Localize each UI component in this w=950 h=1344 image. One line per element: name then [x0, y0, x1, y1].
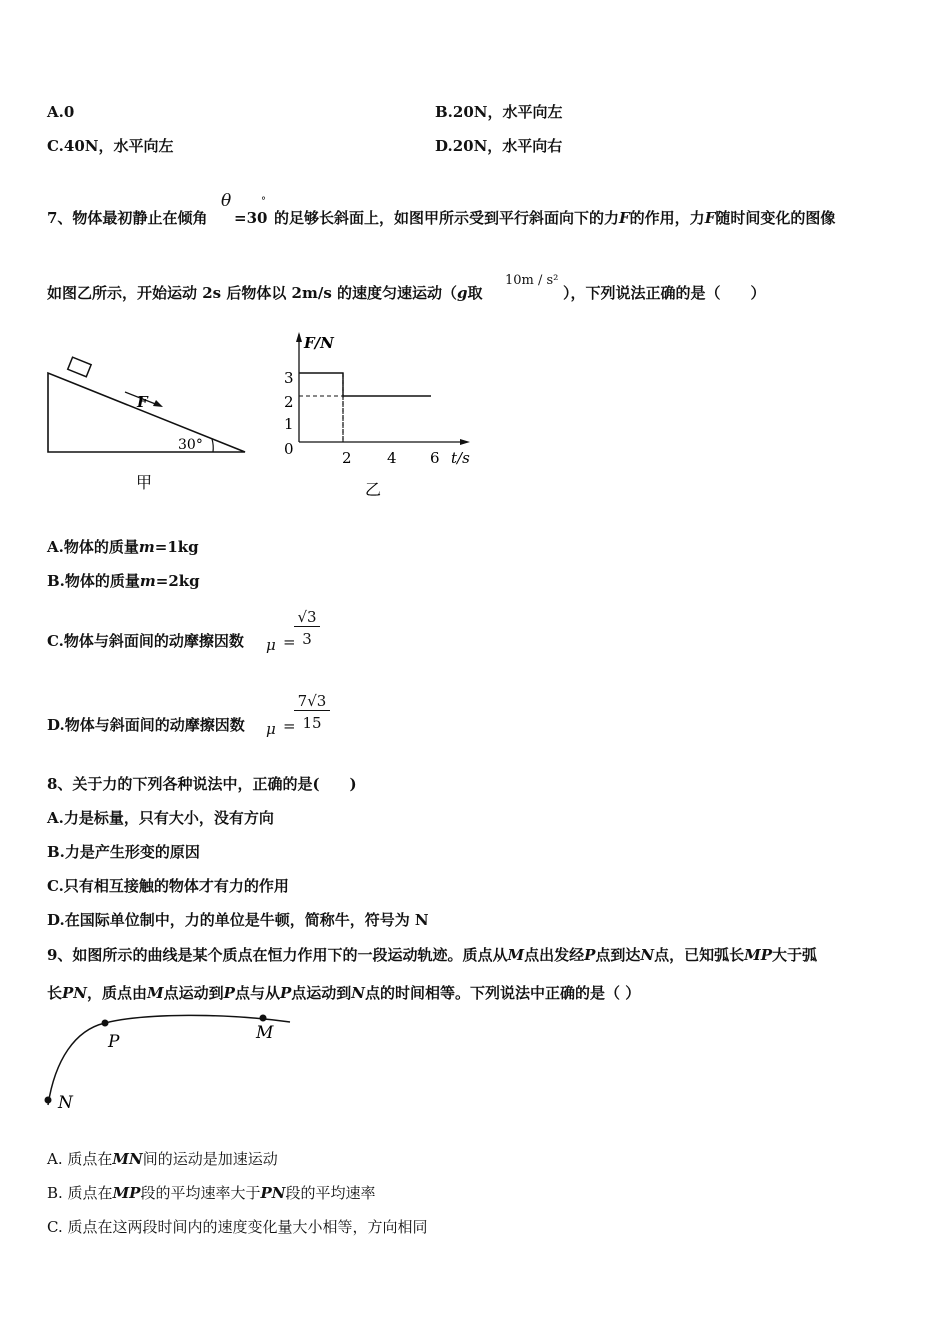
- q7-force-F: F: [619, 209, 630, 227]
- y-axis-label: F/N: [304, 334, 334, 352]
- point-M-dot: [260, 1015, 267, 1022]
- q6-option-d: D.20N，水平向右: [435, 137, 563, 155]
- q7-option-c-denominator: 3: [302, 630, 312, 648]
- q7-stem-mid2: 的作用，力: [629, 209, 705, 227]
- q9-text: 点，已知弧长: [654, 946, 745, 964]
- point-P-label: P: [108, 1032, 120, 1052]
- x-tick-6: 6: [430, 449, 440, 467]
- force-label: F: [137, 393, 148, 411]
- trajectory-curve: [48, 1015, 290, 1105]
- incline-figure: [40, 355, 255, 500]
- q9-text: A. 质点在: [47, 1150, 113, 1168]
- q7-stem-mid: 的足够长斜面上，如图甲所示受到平行斜面向下的力: [274, 209, 620, 227]
- q7-option-d-numerator: 7√3: [297, 692, 327, 710]
- y-tick-1: 1: [284, 415, 294, 433]
- y-tick-0: 0: [284, 440, 294, 458]
- figure-caption-yi: 乙: [365, 480, 382, 499]
- q6-option-c: C.40N，水平向左: [47, 137, 174, 155]
- q9-option-c: C. 质点在这两段时间内的速度变化量大小相等，方向相同: [47, 1218, 428, 1236]
- q9-text: 点的时间相等。下列说法中正确的是（ ）: [364, 984, 641, 1002]
- q9-text: 点与从: [234, 984, 280, 1002]
- x-axis-label: t/s: [451, 449, 470, 467]
- q9-text: 点运动到: [163, 984, 224, 1002]
- q8-option-c: C.只有相互接触的物体才有力的作用: [47, 877, 289, 895]
- point-P-dot: [102, 1020, 109, 1027]
- angle-arc: [212, 439, 213, 452]
- q7-degree-mark: °: [261, 196, 266, 207]
- q9-text: ，质点由: [87, 984, 148, 1002]
- q9-point-P: P: [584, 946, 596, 964]
- x-tick-2: 2: [342, 449, 352, 467]
- q7-option-b-value: =2kg: [155, 572, 200, 590]
- q7-option-c-fraction: [294, 608, 320, 648]
- q9-point-N: N: [640, 946, 655, 964]
- point-M-label: M: [256, 1023, 274, 1043]
- q7-option-d-mu: μ: [266, 720, 276, 738]
- q7-angle-value: =30: [234, 209, 268, 227]
- q7-stem-end: 随时间变化的图像: [715, 209, 836, 227]
- force-time-chart: [270, 330, 480, 500]
- q9-text: 大于弧: [772, 946, 818, 964]
- q9-segment-PN: PN: [260, 1184, 286, 1202]
- q9-point-M: M: [507, 946, 525, 964]
- q7-stem-prefix: 7、物体最初静止在倾角: [47, 209, 208, 227]
- block: [68, 357, 91, 377]
- q9-point-N: N: [351, 984, 365, 1002]
- q9-arc-PN: PN: [62, 984, 88, 1002]
- q7-option-d-fraction: [294, 692, 330, 732]
- q7-option-c-eq: =: [283, 633, 296, 651]
- q9-segment-MP: MP: [112, 1184, 141, 1202]
- q7-stem-line2: [47, 284, 483, 302]
- y-tick-3: 3: [284, 369, 294, 387]
- q7-option-b-prefix: B.物体的质量: [47, 572, 140, 590]
- q9-point-P: P: [279, 984, 292, 1002]
- q7-option-a-prefix: A.物体的质量: [47, 538, 139, 556]
- q7-g: g: [457, 284, 468, 302]
- q9-point-P: P: [223, 984, 235, 1002]
- q7-option-d-eq: =: [283, 717, 296, 735]
- x-axis-arrow: [460, 439, 470, 445]
- q7-option-a: [47, 538, 199, 556]
- q7-option-a-value: =1kg: [154, 538, 199, 556]
- point-N-label: N: [58, 1093, 73, 1113]
- q8-option-a: A.力是标量，只有大小，没有方向: [47, 809, 274, 827]
- q8-option-d: D.在国际单位制中，力的单位是牛顿，简称牛，符号为 N: [47, 911, 429, 929]
- fraction-bar: [294, 710, 330, 711]
- q7-stem2-prefix: 如图乙所示，开始运动 2s 后物体以 2m/s 的速度匀速运动（: [47, 284, 458, 302]
- q6-option-b: B.20N，水平向左: [435, 103, 563, 121]
- q7-option-d-denominator: 15: [302, 714, 322, 732]
- x-tick-4: 4: [387, 449, 397, 467]
- y-tick-2: 2: [284, 393, 294, 411]
- q8-option-b: B.力是产生形变的原因: [47, 843, 200, 861]
- plot-area: [299, 373, 431, 442]
- point-N-dot: [45, 1097, 52, 1104]
- q7-option-a-var: m: [138, 538, 155, 556]
- q9-text: 段的平均速率: [285, 1184, 376, 1202]
- q7-stem-line1-rest: [274, 209, 835, 227]
- q9-text: 9、如图所示的曲线是某个质点在恒力作用下的一段运动轨迹。质点从: [47, 946, 508, 964]
- q9-text: 点出发经: [524, 946, 585, 964]
- q9-option-a: [47, 1150, 278, 1168]
- force-arrow-head: [153, 400, 163, 407]
- q7-g-value: 10m / s²: [505, 273, 559, 288]
- q9-text: 点运动到: [291, 984, 352, 1002]
- q9-stem-line2: [47, 984, 640, 1002]
- q9-text: B. 质点在: [47, 1184, 113, 1202]
- q7-option-b-var: m: [139, 572, 156, 590]
- q9-arc-MP: MP: [744, 946, 772, 964]
- y-axis-arrow: [296, 332, 302, 342]
- q9-text: 段的平均速率大于: [140, 1184, 261, 1202]
- q9-option-b: [47, 1184, 375, 1202]
- q9-text: 间的运动是加速运动: [142, 1150, 278, 1168]
- q7-option-d: D.物体与斜面间的动摩擦因数: [47, 716, 245, 734]
- q7-stem-line1: [47, 209, 207, 227]
- q7-force-F-2: F: [704, 209, 716, 227]
- q8-stem: 8、关于力的下列各种说法中，正确的是( ): [47, 775, 357, 793]
- q7-take: 取: [467, 284, 483, 302]
- incline-triangle: [48, 373, 245, 452]
- q6-option-a: A.0: [47, 103, 75, 121]
- q9-stem-line1: [47, 946, 817, 964]
- force-series-line: [299, 373, 431, 396]
- fraction-bar: [294, 626, 320, 627]
- angle-label: 30°: [178, 437, 203, 453]
- q9-segment-MN: MN: [112, 1150, 143, 1168]
- q9-text: 点到达: [595, 946, 641, 964]
- figure-caption-jia: 甲: [136, 473, 153, 492]
- q7-option-c-numerator: √3: [297, 608, 317, 626]
- q7-option-c: C.物体与斜面间的动摩擦因数: [47, 632, 244, 650]
- q7-option-b: [47, 572, 200, 590]
- trajectory-figure: [35, 1005, 300, 1120]
- q7-theta: θ: [221, 191, 232, 211]
- q9-point-M: M: [147, 984, 164, 1002]
- q7-option-c-mu: μ: [266, 636, 276, 654]
- q7-stem2-end: ），下列说法正确的是（ ）: [563, 284, 766, 302]
- q9-text: 长: [47, 984, 63, 1002]
